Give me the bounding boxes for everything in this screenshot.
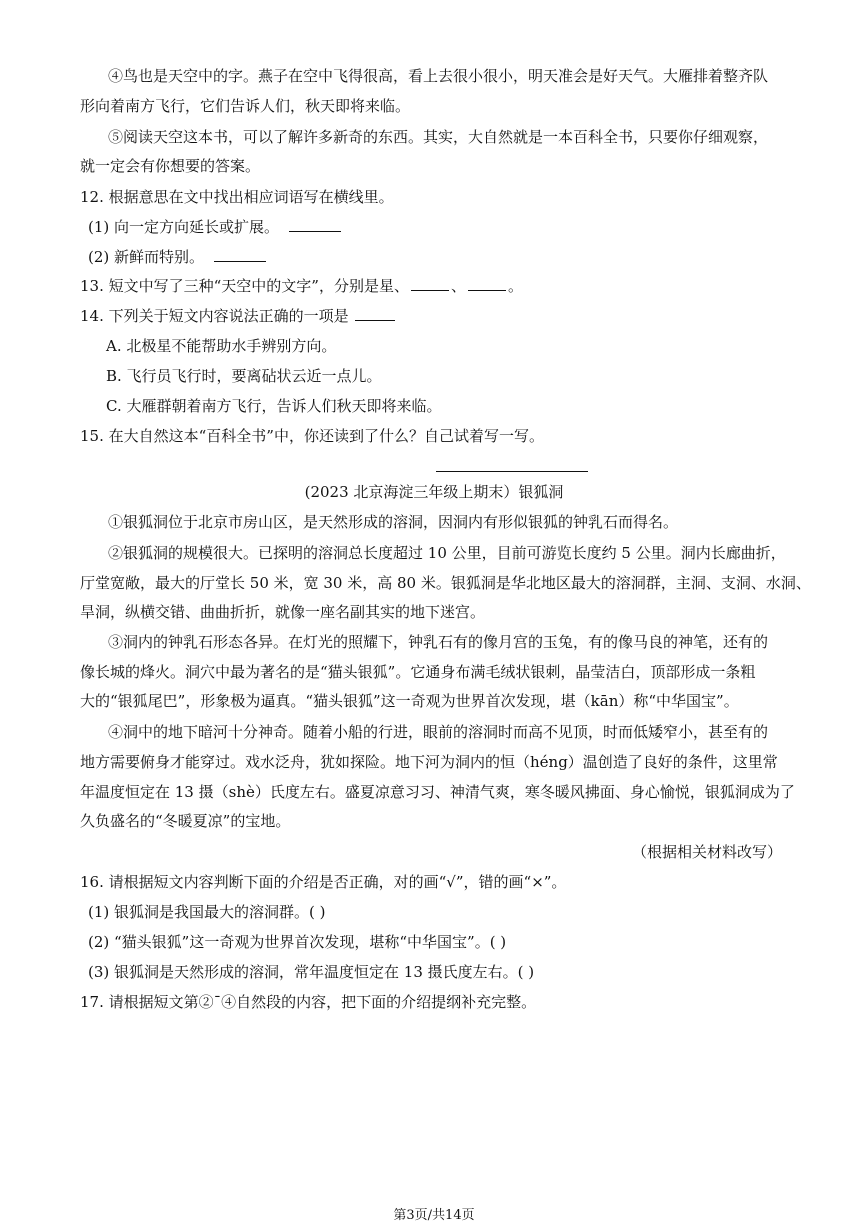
passage2-para2-line3: 旱洞，纵横交错、曲曲折折，就像一座名副其实的地下迷宫。 [80, 603, 486, 621]
passage2-para3-line2: 像长城的烽火。洞穴中最为著名的是“猫头银狐”。它通身布满毛绒状银刺，晶莹洁白，顶部形成一条粗 [80, 663, 756, 681]
question-14-option-c: C. 大雁群朝着南方飞行，告诉人们秋天即将来临。 [106, 397, 442, 415]
answer-blank[interactable] [355, 306, 395, 321]
question-14-option-a: A. 北极星不能帮助水手辨别方向。 [106, 337, 337, 355]
passage2-para3-line1: ③洞内的钟乳石形态各异。在灯光的照耀下，钟乳石有的像月宫的玉兔，有的像马良的神笔，还有的 [108, 633, 769, 651]
question-12-2-text: (2) 新鲜而特别。 [88, 248, 205, 266]
question-16: 16. 请根据短文内容判断下面的介绍是否正确，对的画“√”，错的画“×”。 [80, 873, 567, 891]
question-13 [80, 276, 523, 296]
passage2-para4-line1: ④洞中的地下暗河十分神奇。随着小船的行进，眼前的溶洞时而高不见顶，时而低矮窄小，甚至有的 [108, 723, 769, 741]
passage2-para2-line1: ②银狐洞的规模很大。已探明的溶洞总长度超过 10 公里，目前可游览长度约 5 公里。洞内长廊曲折， [108, 544, 786, 562]
question-12: 12. 根据意思在文中找出相应词语写在横线里。 [80, 188, 394, 206]
question-13-text: 13. 短文中写了三种“天空中的文字”，分别是星、 [80, 277, 409, 295]
passage2-source: （根据相关材料改写） [631, 843, 782, 861]
question-16-2: (2) “猫头银狐”这一奇观为世界首次发现，堪称“中华国宝”。( ) [88, 933, 507, 951]
answer-line[interactable] [436, 471, 588, 472]
question-13-end: 。 [507, 277, 523, 295]
question-12-1 [88, 217, 341, 237]
passage2-para4-line3: 年温度恒定在 13 摄（shè）氏度左右。盛夏凉意习习、神清气爽，寒冬暖风拂面、身心愉悦，银狐洞成为了 [80, 783, 795, 801]
page-number: 第3页/共14页 [393, 1208, 475, 1223]
answer-blank[interactable] [411, 276, 449, 291]
question-14-option-b: B. 飞行员飞行时，要离砧状云近一点儿。 [106, 367, 382, 385]
passage1-para5-line2: 就一定会有你想要的答案。 [80, 157, 261, 175]
question-16-1: (1) 银狐洞是我国最大的溶洞群。( ) [88, 903, 326, 921]
passage2-title: (2023 北京海淀三年级上期末）银狐洞 [304, 483, 564, 501]
answer-blank[interactable] [214, 247, 266, 262]
answer-blank[interactable] [289, 217, 341, 232]
question-12-2 [88, 247, 266, 267]
question-12-1-text: (1) 向一定方向延长或扩展。 [88, 218, 280, 236]
passage1-para4-line2: 形向着南方飞行，它们告诉人们，秋天即将来临。 [80, 97, 411, 115]
passage2-para4-line2: 地方需要俯身才能穿过。戏水泛舟，犹如探险。地下河为洞内的恒（héng）温创造了良好的条件，这里常 [80, 753, 778, 771]
passage2-para1: ①银狐洞位于北京市房山区，是天然形成的溶洞，因洞内有形似银狐的钟乳石而得名。 [108, 513, 679, 531]
passage1-para4-line1: ④鸟也是天空中的字。燕子在空中飞得很高，看上去很小很小，明天准会是好天气。大雁排着整齐队 [108, 67, 769, 85]
answer-blank[interactable] [468, 276, 506, 291]
question-17: 17. 请根据短文第②ˉ④自然段的内容，把下面的介绍提纲补充完整。 [80, 993, 537, 1011]
question-14-text: 14. 下列关于短文内容说法正确的一项是 [80, 307, 349, 325]
passage2-para3-line3: 大的“银狐尾巴”，形象极为逼真。“猫头银狐”这一奇观为世界首次发现，堪（kān）称“中华国宝”。 [80, 692, 739, 710]
question-15: 15. 在大自然这本“百科全书”中，你还读到了什么？自己试着写一写。 [80, 427, 544, 445]
question-16-3: (3) 银狐洞是天然形成的溶洞，常年温度恒定在 13 摄氏度左右。( ) [88, 963, 535, 981]
passage1-para5-line1: ⑤阅读天空这本书，可以了解许多新奇的东西。其实，大自然就是一本百科全书，只要你仔细观察， [108, 128, 769, 146]
passage2-para2-line2: 厅堂宽敞，最大的厅堂长 50 米，宽 30 米，高 80 米。银狐洞是华北地区最大的溶洞群，主洞、支洞、水洞、 [80, 574, 811, 592]
passage2-para4-line4: 久负盛名的“冬暖夏凉”的宝地。 [80, 812, 291, 830]
question-13-sep: 、 [450, 277, 466, 295]
question-14 [80, 306, 395, 326]
